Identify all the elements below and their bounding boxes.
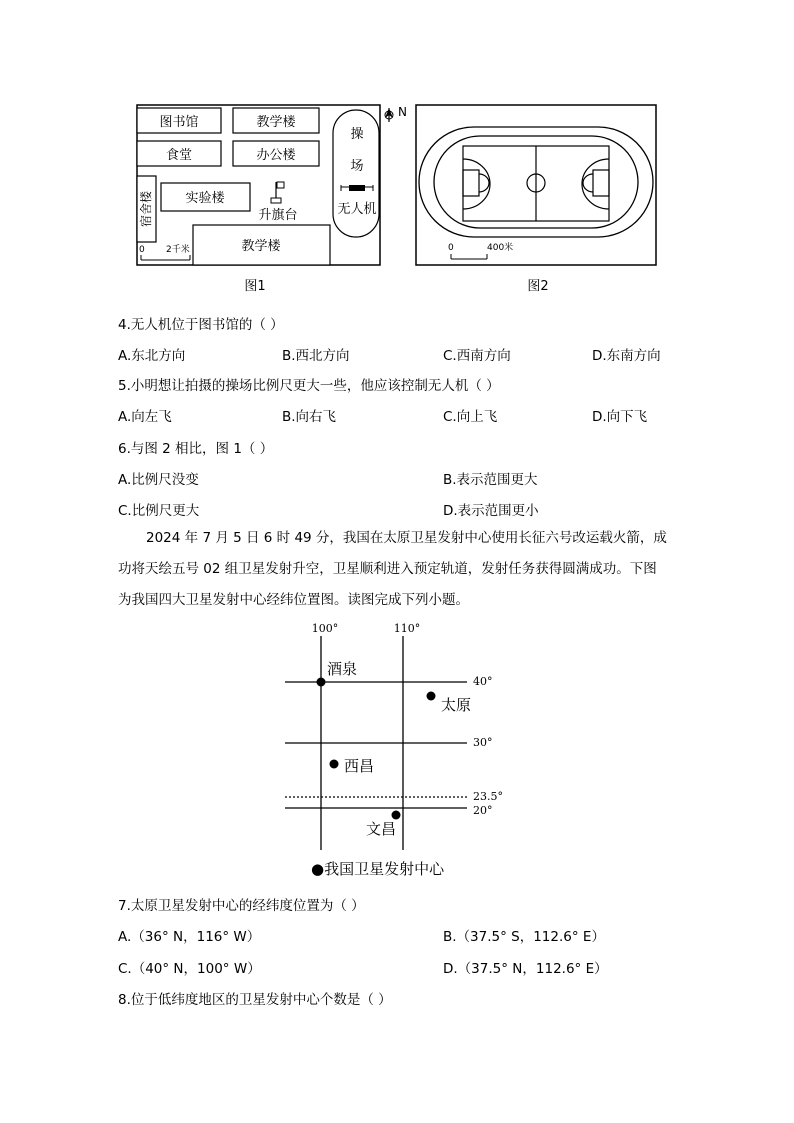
canteen-label: 食堂 (165, 148, 193, 163)
question-5-option-d[interactable]: D.向下飞 (592, 409, 648, 425)
question-6-option-c[interactable]: C.比例尺更大 (118, 503, 200, 519)
figure2-scale-value: 400米 (487, 243, 514, 253)
site-jiuquan-dot (317, 678, 326, 687)
figure-maps (0, 95, 794, 300)
figure2-caption: 图2 (527, 279, 549, 294)
question-7-option-c[interactable]: C.（40° N，100° W） (118, 961, 261, 977)
passage-line-3: 为我国四大卫星发射中心经纬位置图。读图完成下列小题。 (118, 592, 469, 608)
north-label: N (398, 105, 407, 119)
figure1-caption: 图1 (244, 279, 266, 294)
site-taiyuan-label: 太原 (441, 696, 472, 714)
passage-line-1: 2024 年 7 月 5 日 6 时 49 分，我国在太原卫星发射中心使用长征六号改运载火箭，成 (146, 530, 667, 546)
figure1-scale-bar (141, 255, 190, 260)
launch-sites-map (270, 615, 510, 885)
figure1-scale-zero: 0 (139, 245, 145, 255)
site-wenchang-dot (392, 811, 401, 820)
drone-label: 无人机 (337, 202, 377, 217)
question-6-option-d[interactable]: D.表示范围更小 (443, 503, 539, 519)
site-wenchang-label: 文昌 (366, 820, 397, 838)
lat-label-20: 20° (473, 804, 493, 817)
basketball-court (463, 146, 609, 221)
flag-icon (271, 182, 284, 203)
question-5-stem: 5.小明想让拍摄的操场比例尺更大一些，他应该控制无人机（ ） (118, 378, 500, 394)
playground-label-1: 操 (350, 127, 364, 142)
figure1-scale-value: 2千米 (166, 245, 190, 255)
question-7-option-a[interactable]: A.（36° N，116° W） (118, 929, 261, 945)
office-label: 办公楼 (256, 148, 296, 163)
lon-label-110: 110° (393, 622, 421, 635)
passage (118, 523, 678, 616)
lon-label-100: 100° (311, 622, 339, 635)
teaching-building-top-label: 教学楼 (256, 115, 296, 130)
question-6-option-a[interactable]: A.比例尺没变 (118, 472, 199, 488)
lab-label: 实验楼 (185, 191, 225, 206)
site-xichang-dot (330, 760, 339, 769)
question-6-stem: 6.与图 2 相比，图 1（ ） (118, 441, 274, 457)
question-7-option-d[interactable]: D.（37.5° N，112.6° E） (443, 961, 608, 977)
question-7-stem: 7.太原卫星发射中心的经纬度位置为（ ） (118, 898, 365, 914)
question-4-stem: 4.无人机位于图书馆的（ ） (118, 317, 284, 333)
map-legend: ●我国卫星发射中心 (311, 860, 445, 878)
playground-label-2: 场 (350, 159, 364, 174)
dorm-label: 宿舍楼 (139, 190, 153, 228)
flag-label: 升旗台 (258, 208, 298, 223)
library-label: 图书馆 (159, 115, 199, 130)
lat-label-30: 30° (473, 736, 493, 749)
site-xichang-label: 西昌 (344, 757, 375, 775)
site-jiuquan-label: 酒泉 (327, 660, 358, 678)
question-4-option-b[interactable]: B.西北方向 (282, 348, 350, 364)
lat-label-40: 40° (473, 675, 493, 688)
question-5-option-b[interactable]: B.向右飞 (282, 409, 337, 425)
question-5-option-c[interactable]: C.向上飞 (443, 409, 498, 425)
passage-line-2: 功将天绘五号 02 组卫星发射升空，卫星顺利进入预定轨道，发射任务获得圆满成功。下图 (118, 561, 657, 577)
question-4-option-d[interactable]: D.东南方向 (592, 348, 661, 364)
lat-label-23-5: 23.5° (473, 790, 503, 803)
question-5-option-a[interactable]: A.向左飞 (118, 409, 172, 425)
question-4-option-a[interactable]: A.东北方向 (118, 348, 186, 364)
figure2-scale-bar (451, 254, 487, 259)
question-4-option-c[interactable]: C.西南方向 (443, 348, 511, 364)
site-taiyuan-dot (427, 692, 436, 701)
question-6-option-b[interactable]: B.表示范围更大 (443, 472, 538, 488)
north-arrow-icon (385, 108, 393, 122)
question-7-option-b[interactable]: B.（37.5° S，112.6° E） (443, 929, 605, 945)
figure2-scale-zero: 0 (448, 243, 454, 253)
question-8-stem: 8.位于低纬度地区的卫星发射中心个数是（ ） (118, 992, 392, 1008)
teaching-building-bottom-label: 教学楼 (241, 239, 281, 254)
